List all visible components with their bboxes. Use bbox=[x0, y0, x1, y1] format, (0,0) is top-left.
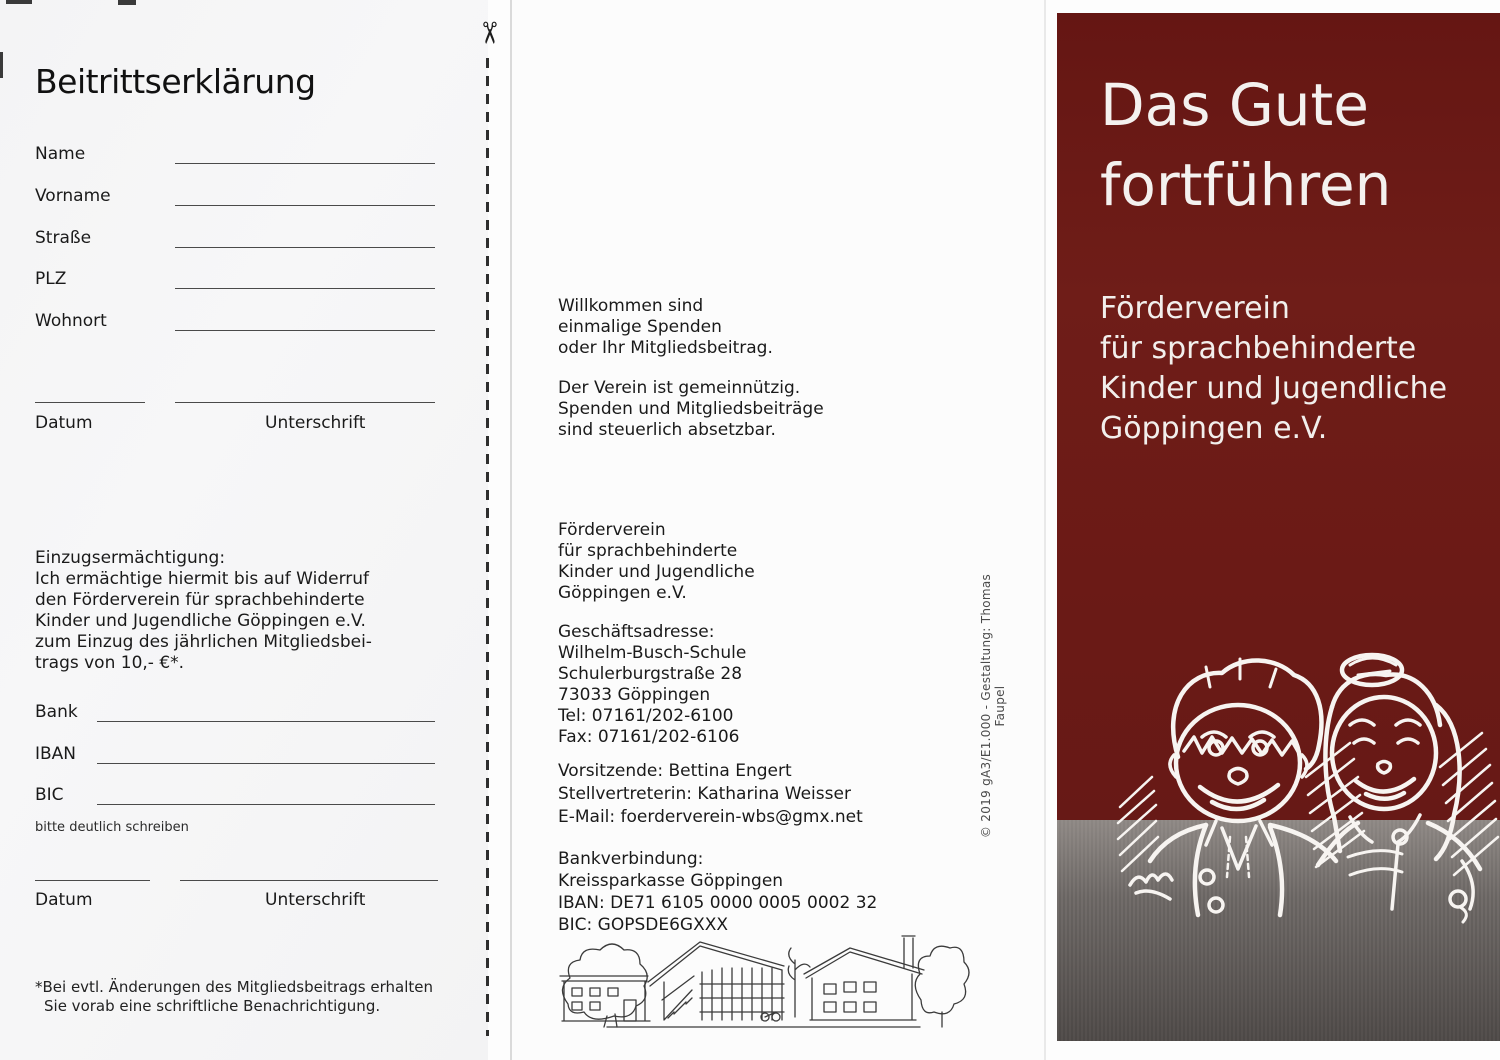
text-line: den Förderverein für sprachbehinderte bbox=[35, 590, 365, 610]
text-line: Bankverbindung: bbox=[558, 849, 704, 869]
text-line: *Bei evtl. Änderungen des Mitgliedsbeitrags erhalten bbox=[35, 978, 433, 996]
contacts-block bbox=[558, 760, 863, 829]
write-line-unterschrift bbox=[175, 402, 435, 403]
unterschrift-label: Unterschrift bbox=[265, 890, 366, 910]
einzugsermaechtigung-text bbox=[35, 548, 372, 674]
write-line bbox=[97, 742, 435, 764]
field-label: Straße bbox=[35, 228, 92, 248]
cover-subtitle bbox=[1100, 289, 1447, 449]
text-line: Willkommen sind bbox=[558, 296, 704, 316]
text-line: Wilhelm-Busch-Schule bbox=[558, 643, 747, 663]
write-line-datum bbox=[35, 880, 150, 881]
write-line bbox=[175, 226, 435, 248]
text-line: Kinder und Jugendliche bbox=[1100, 371, 1448, 406]
cover-title bbox=[1100, 65, 1391, 225]
form-field-bic bbox=[35, 783, 435, 805]
write-line bbox=[175, 142, 435, 164]
write-line bbox=[175, 267, 435, 289]
text-line: Geschäftsadresse: bbox=[558, 622, 715, 642]
fold-line bbox=[510, 0, 512, 1060]
form-field-vorname bbox=[35, 184, 435, 206]
fold-line bbox=[1044, 0, 1046, 1060]
address-block bbox=[558, 622, 746, 748]
text-line: Förderverein bbox=[1100, 291, 1290, 326]
field-label: Wohnort bbox=[35, 311, 107, 331]
datum-label: Datum bbox=[35, 413, 93, 433]
form-field-plz bbox=[35, 267, 435, 289]
email-line: E-Mail: foerderverein-wbs@gmx.net bbox=[558, 807, 863, 827]
text-line: Kreissparkasse Göppingen bbox=[558, 871, 784, 891]
text-line: Schulerburgstraße 28 bbox=[558, 664, 743, 684]
scan-artifact bbox=[0, 52, 3, 78]
text-line: Ich ermächtige hiermit bis auf Widerruf bbox=[35, 569, 370, 589]
scissors-icon: ✂ bbox=[471, 20, 506, 46]
scan-artifact bbox=[118, 0, 136, 5]
nonprofit-text bbox=[558, 378, 824, 441]
field-label: Bank bbox=[35, 702, 78, 722]
text-line: für sprachbehinderte bbox=[1100, 331, 1417, 366]
children-illustration bbox=[1110, 645, 1500, 1041]
field-label: IBAN bbox=[35, 744, 77, 764]
text-line: Der Verein ist gemeinnützig. bbox=[558, 378, 801, 398]
field-label: BIC bbox=[35, 785, 64, 805]
text-line: sind steuerlich absetzbar. bbox=[558, 420, 776, 440]
form-title: Beitrittserklärung bbox=[35, 62, 316, 101]
write-line-unterschrift bbox=[180, 880, 438, 881]
form-field-name bbox=[35, 142, 435, 164]
scan-artifact bbox=[6, 0, 32, 4]
form-field-wohnort bbox=[35, 309, 435, 331]
text-line: Förderverein bbox=[558, 520, 666, 540]
dashed-cut-line bbox=[486, 58, 489, 1036]
form-field-bank bbox=[35, 700, 435, 722]
field-label: Name bbox=[35, 144, 86, 164]
fax-line: Fax: 07161/202-6106 bbox=[558, 727, 740, 747]
org-name-block bbox=[558, 520, 755, 604]
chairwoman-line: Vorsitzende: Bettina Engert bbox=[558, 761, 792, 781]
field-label: PLZ bbox=[35, 269, 67, 289]
text-line: Kinder und Jugendliche Göppingen e.V. bbox=[35, 611, 366, 631]
bank-details-block bbox=[558, 848, 877, 936]
text-line: oder Ihr Mitgliedsbeitrag. bbox=[558, 338, 773, 358]
write-line bbox=[97, 783, 435, 805]
text-line: trags von 10,- €*. bbox=[35, 653, 185, 673]
school-building-illustration bbox=[552, 928, 977, 1043]
iban-line: IBAN: DE71 6105 0000 0005 0002 32 bbox=[558, 893, 878, 913]
text-line: für sprachbehinderte bbox=[558, 541, 738, 561]
text-line: Das Gute bbox=[1100, 71, 1369, 139]
bic-line: BIC: GOPSDE6GXXX bbox=[558, 915, 729, 935]
text-line: Kinder und Jugendliche bbox=[558, 562, 755, 582]
datum-label: Datum bbox=[35, 890, 93, 910]
fee-change-footnote bbox=[35, 978, 433, 1016]
text-line: Göppingen e.V. bbox=[1100, 411, 1328, 446]
field-label: Vorname bbox=[35, 186, 111, 206]
text-line: einmalige Spenden bbox=[558, 317, 722, 337]
text-line: Einzugsermächtigung: bbox=[35, 548, 226, 568]
form-field-iban bbox=[35, 742, 435, 764]
write-line bbox=[97, 700, 435, 722]
text-line: Sie vorab eine schriftliche Benachrichtigung. bbox=[44, 997, 381, 1015]
text-line: Göppingen e.V. bbox=[558, 583, 687, 603]
deputy-line: Stellvertreterin: Katharina Weisser bbox=[558, 784, 851, 804]
text-line: Spenden und Mitgliedsbeiträge bbox=[558, 399, 824, 419]
write-clearly-hint: bitte deutlich schreiben bbox=[35, 820, 189, 835]
text-line: zum Einzug des jährlichen Mitgliedsbei- bbox=[35, 632, 372, 652]
write-line-datum bbox=[35, 402, 145, 403]
write-line bbox=[175, 309, 435, 331]
unterschrift-label: Unterschrift bbox=[265, 413, 366, 433]
form-field-strasse bbox=[35, 226, 435, 248]
welcome-text bbox=[558, 296, 773, 359]
write-line bbox=[175, 184, 435, 206]
text-line: fortführen bbox=[1100, 151, 1392, 219]
design-credit: © 2019 gA3/E1.000 - Gestaltung: Thomas Faupel bbox=[979, 573, 1007, 839]
phone-line: Tel: 07161/202-6100 bbox=[558, 706, 734, 726]
text-line: 73033 Göppingen bbox=[558, 685, 711, 705]
